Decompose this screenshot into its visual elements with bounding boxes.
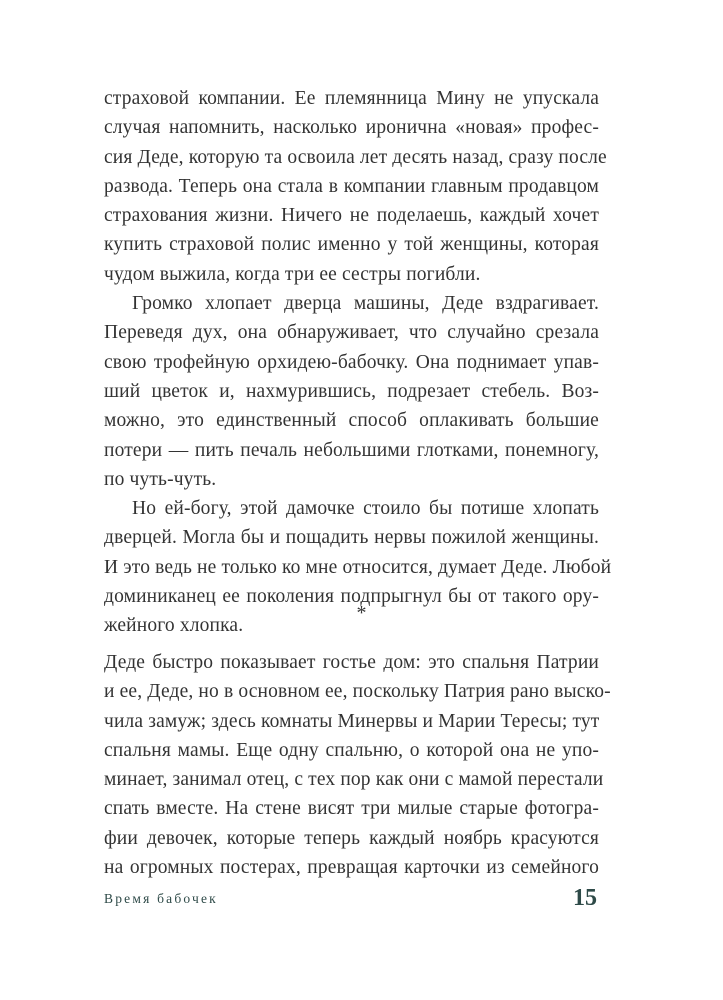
- text-line: жейного хлопка.: [104, 615, 244, 637]
- text-line: случая напомнить, насколько иронична «новая» профес-: [104, 117, 599, 139]
- text-line: можно, это единственный способ оплакивать большие: [104, 410, 599, 432]
- page-number: 15: [573, 885, 597, 911]
- text-line: Переведя дух, она обнаруживает, что случайно срезала: [104, 322, 599, 344]
- body-text-bottom: [104, 648, 611, 882]
- text-line: чудом выжила, когда три ее сестры погибли.: [104, 263, 481, 285]
- paragraph-first-line: Но ей-богу, этой дамочке стоило бы потише хлопать: [132, 498, 599, 520]
- text-line: купить страховой полис именно у той женщины, которая: [104, 234, 599, 256]
- text-line: доминиканец ее поколения подпрыгнул бы от такого ору-: [104, 586, 599, 608]
- text-line: спать вместе. На стене висят три милые старые фотогра-: [104, 798, 599, 820]
- text-line: дверцей. Могла бы и пощадить нервы пожилой женщины.: [104, 527, 599, 549]
- text-line: развода. Теперь она стала в компании главным продавцом: [104, 175, 599, 197]
- text-line: спальня мамы. Еще одну спальню, о которой она не упо-: [104, 739, 599, 761]
- text-line: сия Деде, которую та освоила лет десять назад, сразу после: [104, 146, 607, 168]
- text-line: ший цветок и, нахмурившись, подрезает стебель. Воз-: [104, 380, 599, 402]
- section-separator-asterisk: *: [356, 602, 367, 624]
- text-line: на огромных постерах, превращая карточки из семейного: [104, 857, 599, 879]
- running-footer-title: Время бабочек: [104, 891, 218, 906]
- text-line: минает, занимал отец, с тех пор как они с мамой перестали: [104, 769, 604, 791]
- text-line: страхования жизни. Ничего не поделаешь, каждый хочет: [104, 205, 599, 227]
- text-line: фии девочек, которые теперь каждый ноябрь красуются: [104, 827, 599, 849]
- text-line: страховой компании. Ее племянница Мину не упускала: [104, 88, 599, 109]
- text-line: Деде быстро показывает гостье дом: это спальня Патрии: [104, 652, 599, 673]
- text-line: чила замуж; здесь комнаты Минервы и Марии Тересы; тут: [104, 710, 600, 732]
- text-line: по чуть-чуть.: [104, 468, 217, 490]
- text-line: потери — пить печаль небольшими глотками, понемногу,: [104, 439, 599, 461]
- text-line: И это ведь не только ко мне относится, думает Деде. Любой: [104, 556, 612, 578]
- text-line: свою трофейную орхидею-бабочку. Она поднимает упав-: [104, 351, 599, 373]
- text-line: и ее, Деде, но в основном ее, поскольку Патрия рано выско-: [104, 681, 611, 703]
- paragraph-first-line: Громко хлопает дверца машины, Деде вздрагивает.: [132, 293, 599, 315]
- body-text-top: [104, 84, 612, 641]
